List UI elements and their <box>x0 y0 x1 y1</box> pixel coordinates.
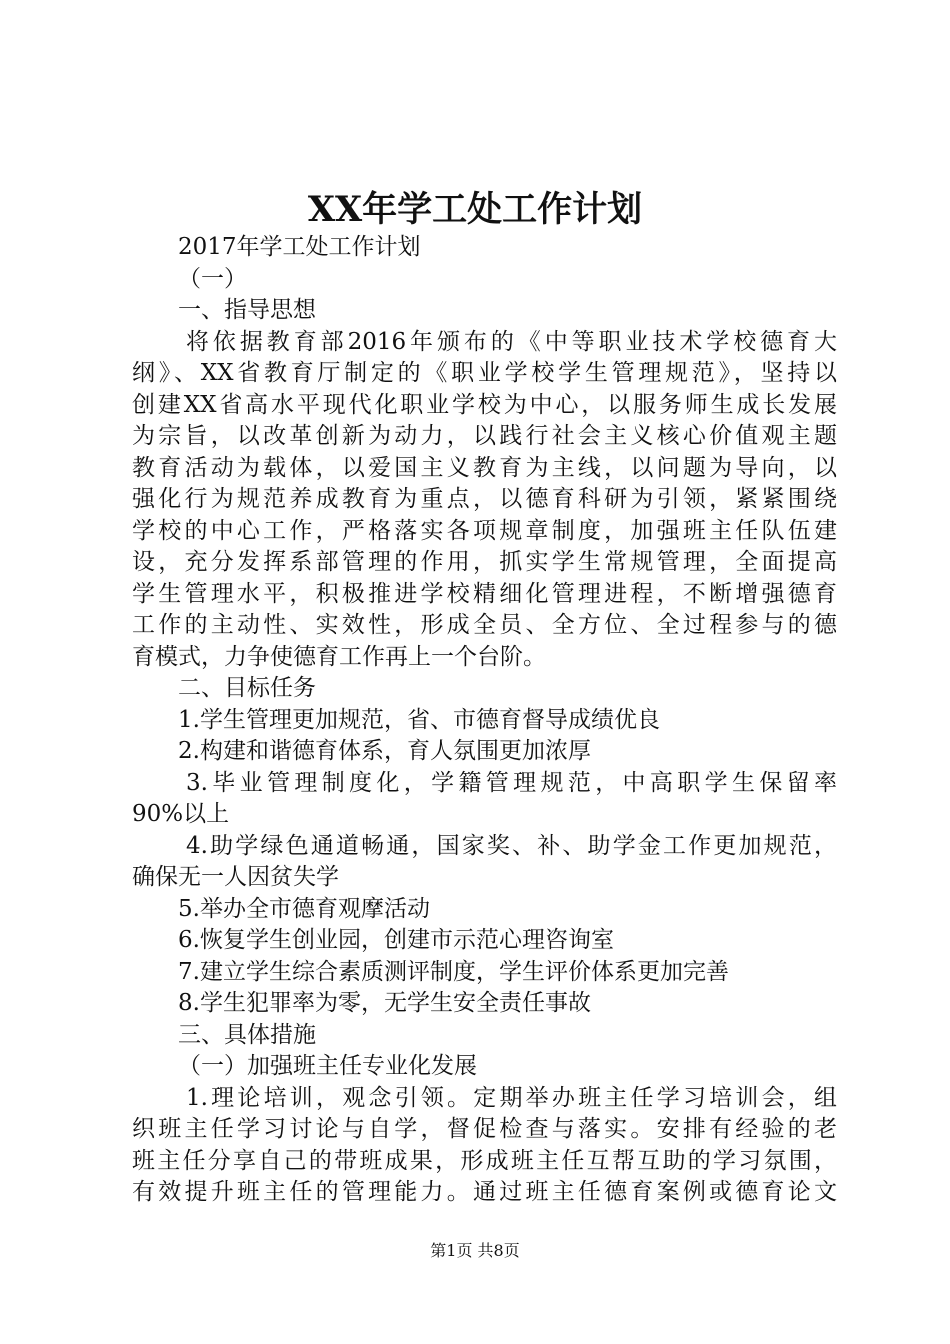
text-line: 3.毕业管理制度化，学籍管理规范，中高职学生保留率 <box>186 769 837 796</box>
text-line: 育模式，力争使德育工作再上一个台阶。 <box>132 643 546 670</box>
text-line: 强化行为规范养成教育为重点，以德育科研为引领，紧紧围绕 <box>132 486 837 512</box>
document-title: XX年学工处工作计划 <box>307 189 643 230</box>
page-number-footer: 第1页 共8页 <box>430 1241 520 1260</box>
text-line: 二、目标任务 <box>178 675 316 701</box>
text-line: 班主任分享自己的带班成果，形成班主任互帮互助的学习氛围， <box>132 1147 837 1174</box>
text-line: （一）加强班主任专业化发展 <box>178 1053 477 1079</box>
text-line: 确保无一人因贫失学 <box>132 864 339 890</box>
text-line: 有效提升班主任的管理能力。通过班主任德育案例或德育论文 <box>132 1179 837 1205</box>
text-line: 学生管理水平，积极推进学校精细化管理进程，不断增强德育 <box>132 580 837 607</box>
text-line: （一） <box>178 265 247 292</box>
text-line: 工作的主动性、实效性，形成全员、全方位、全过程参与的德 <box>132 612 837 638</box>
text-line: 1.学生管理更加规范，省、市德育督导成绩优良 <box>178 706 660 733</box>
text-line: 2017年学工处工作计划 <box>178 234 421 260</box>
text-line: 织班主任学习讨论与自学，督促检查与落实。安排有经验的老 <box>132 1116 837 1142</box>
text-line: 学校的中心工作，严格落实各项规章制度，加强班主任队伍建 <box>132 517 837 544</box>
document-body <box>132 232 837 1209</box>
text-line: 90%以上 <box>132 801 230 827</box>
text-line: 创建XX省高水平现代化职业学校为中心，以服务师生成长发展 <box>132 391 837 418</box>
text-line: 8.学生犯罪率为零，无学生安全责任事故 <box>178 990 591 1016</box>
text-line: 教育活动为载体，以爱国主义教育为主线，以问题为导向，以 <box>132 454 837 481</box>
text-line: 设，充分发挥系部管理的作用，抓实学生常规管理，全面提高 <box>132 549 837 575</box>
text-line: 将依据教育部2016年颁布的《中等职业技术学校德育大 <box>186 328 837 355</box>
text-line: 一、指导思想 <box>178 297 316 323</box>
text-line: 7.建立学生综合素质测评制度，学生评价体系更加完善 <box>178 958 729 985</box>
text-line: 4.助学绿色通道畅通，国家奖、补、助学金工作更加规范， <box>186 832 837 859</box>
text-line: 纲》、XX省教育厅制定的《职业学校学生管理规范》，坚持以 <box>132 360 837 386</box>
text-line: 5.举办全市德育观摩活动 <box>178 895 430 922</box>
text-line: 为宗旨，以改革创新为动力，以践行社会主义核心价值观主题 <box>132 423 837 449</box>
text-line: 2.构建和谐德育体系，育人氛围更加浓厚 <box>178 738 591 764</box>
text-line: 6.恢复学生创业园，创建市示范心理咨询室 <box>178 927 614 953</box>
text-line: 三、具体措施 <box>178 1021 316 1048</box>
text-line: 1.理论培训，观念引领。定期举办班主任学习培训会，组 <box>186 1084 837 1111</box>
